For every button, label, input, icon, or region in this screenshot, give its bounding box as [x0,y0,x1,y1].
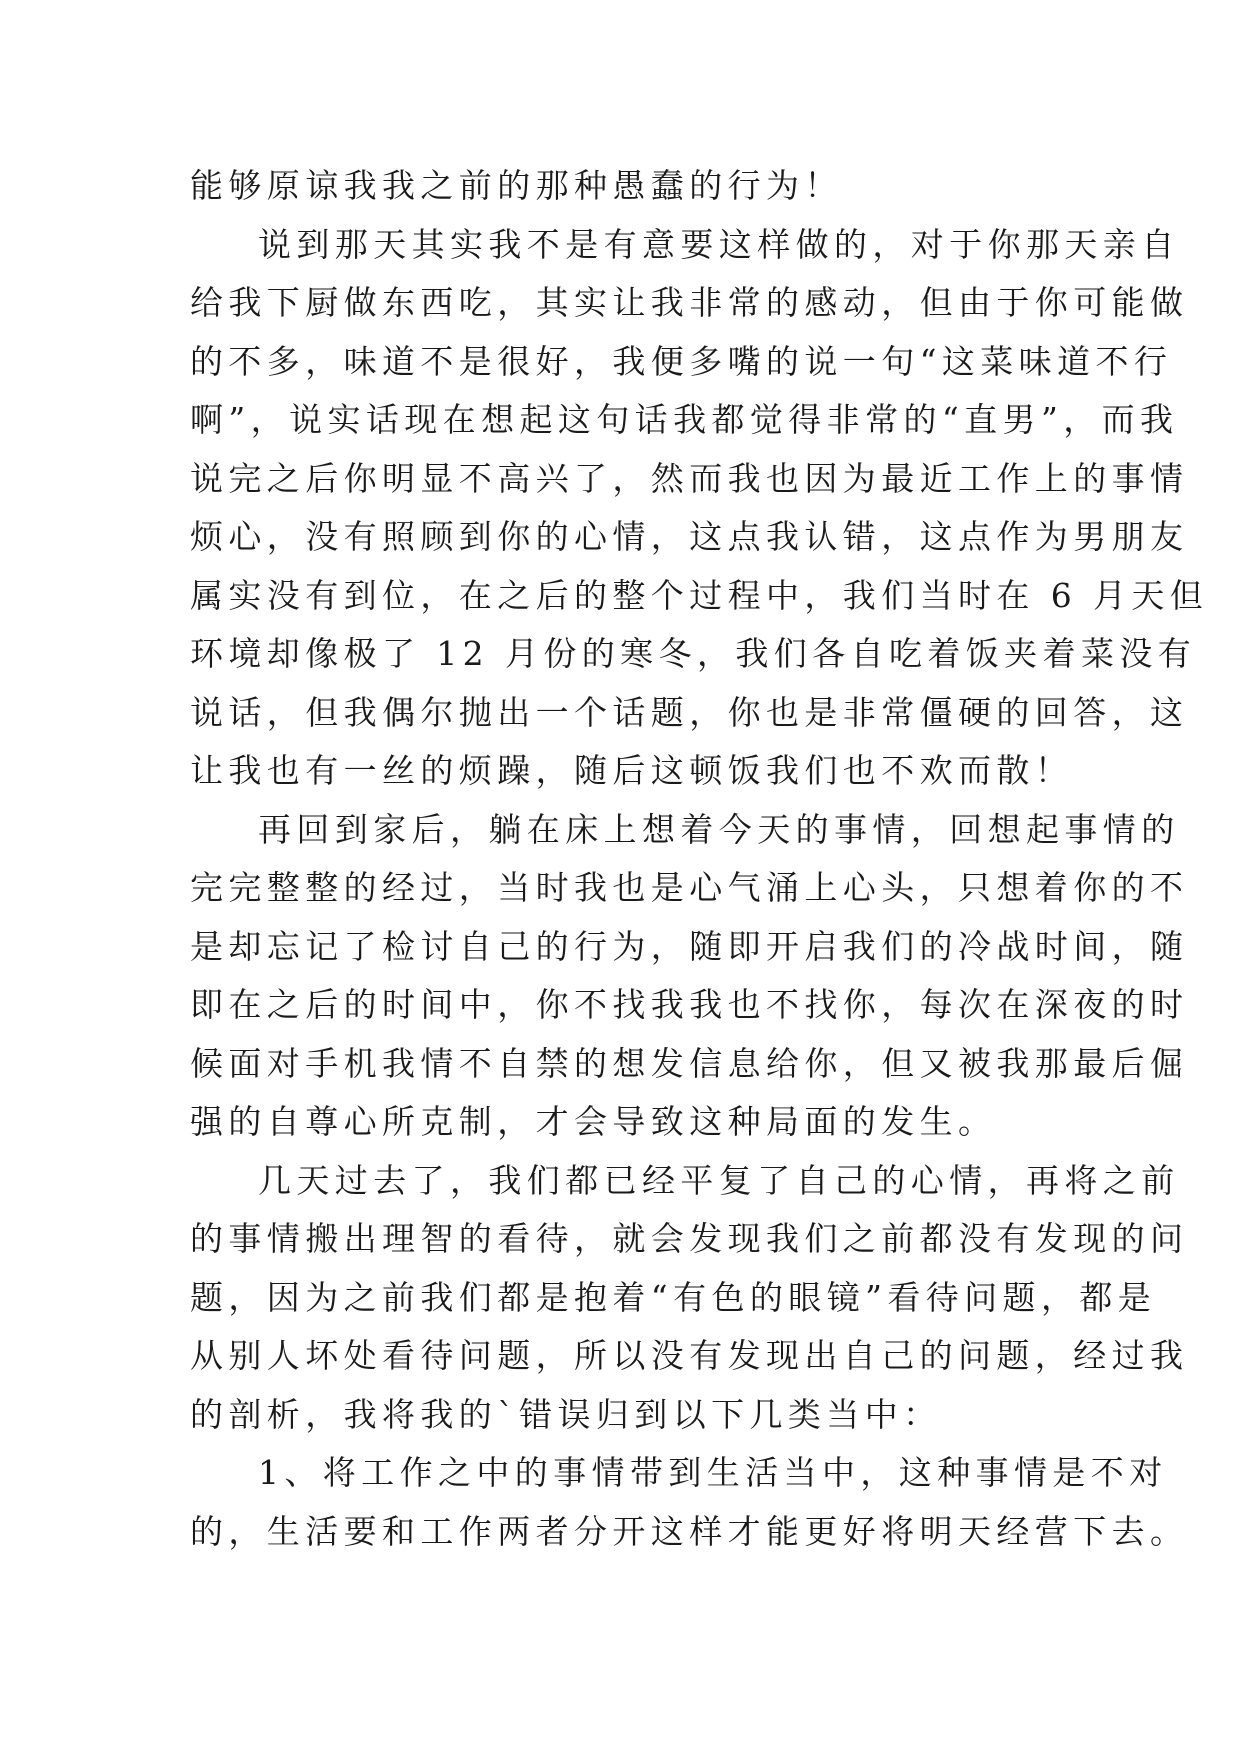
text-line: 1、将工作之中的事情带到生活当中，这种事情是不对 [258,1453,1168,1492]
text-line: 啊”，说实话现在想起这句话我都觉得非常的“直男”，而我 [190,400,1179,439]
text-line: 的事情搬出理智的看待，就会发现我们之前都没有发现的问 [190,1219,1189,1258]
text-line: 题，因为之前我们都是抱着“有色的眼镜”看待问题，都是 [190,1277,1157,1317]
text-line: 的，生活要和工作两者分开这样才能更好将明天经营下去。 [190,1511,1189,1551]
text-line: 烦心，没有照顾到你的心情，这点我认错，这点作为男朋友 [190,517,1189,556]
text-line: 让我也有一丝的烦躁，随后这顿饭我们也不欢而散！ [190,751,1074,790]
text-line: 几天过去了，我们都已经平复了自己的心情，再将之前 [258,1160,1180,1200]
text-line: 强的自尊心所克制，才会导致这种局面的发生。 [190,1102,997,1141]
text-line: 即在之后的时间中，你不找我我也不找你，每次在深夜的时 [190,985,1189,1024]
text-line: 环境却像极了 12 月份的寒冬，我们各自吃着饭夹着菜没有 [190,634,1197,673]
text-line: 候面对手机我情不自禁的想发信息给你，但又被我那最后倔 [190,1043,1189,1083]
text-line: 从别人坏处看待问题，所以没有发现出自己的问题，经过我 [190,1336,1189,1375]
text-line: 的不多，味道不是很好，我便多嘴的说一句“这菜味道不行 [190,341,1173,381]
text-line: 说完之后你明显不高兴了，然而我也因为最近工作上的事情 [190,458,1189,498]
text-line: 的剖析，我将我的`错误归到以下几类当中： [190,1394,942,1434]
text-line: 再回到家后，躺在床上想着今天的事情，回想起事情的 [258,809,1180,849]
text-line: 说到那天其实我不是有意要这样做的，对于你那天亲自 [258,224,1180,264]
document-body [190,157,1209,1561]
text-line: 是却忘记了检讨自己的行为，随即开启我们的冷战时间，随 [190,926,1189,966]
text-line: 给我下厨做东西吃，其实让我非常的感动，但由于你可能做 [190,283,1189,322]
text-line: 说话，但我偶尔抛出一个话题，你也是非常僵硬的回答，这 [190,692,1189,732]
text-line: 属实没有到位，在之后的整个过程中，我们当时在 6 月天但 [190,575,1209,615]
text-line: 完完整整的经过，当时我也是心气涌上心头，只想着你的不 [190,868,1189,907]
text-line: 能够原谅我我之前的那种愚蠢的行为！ [190,166,843,205]
